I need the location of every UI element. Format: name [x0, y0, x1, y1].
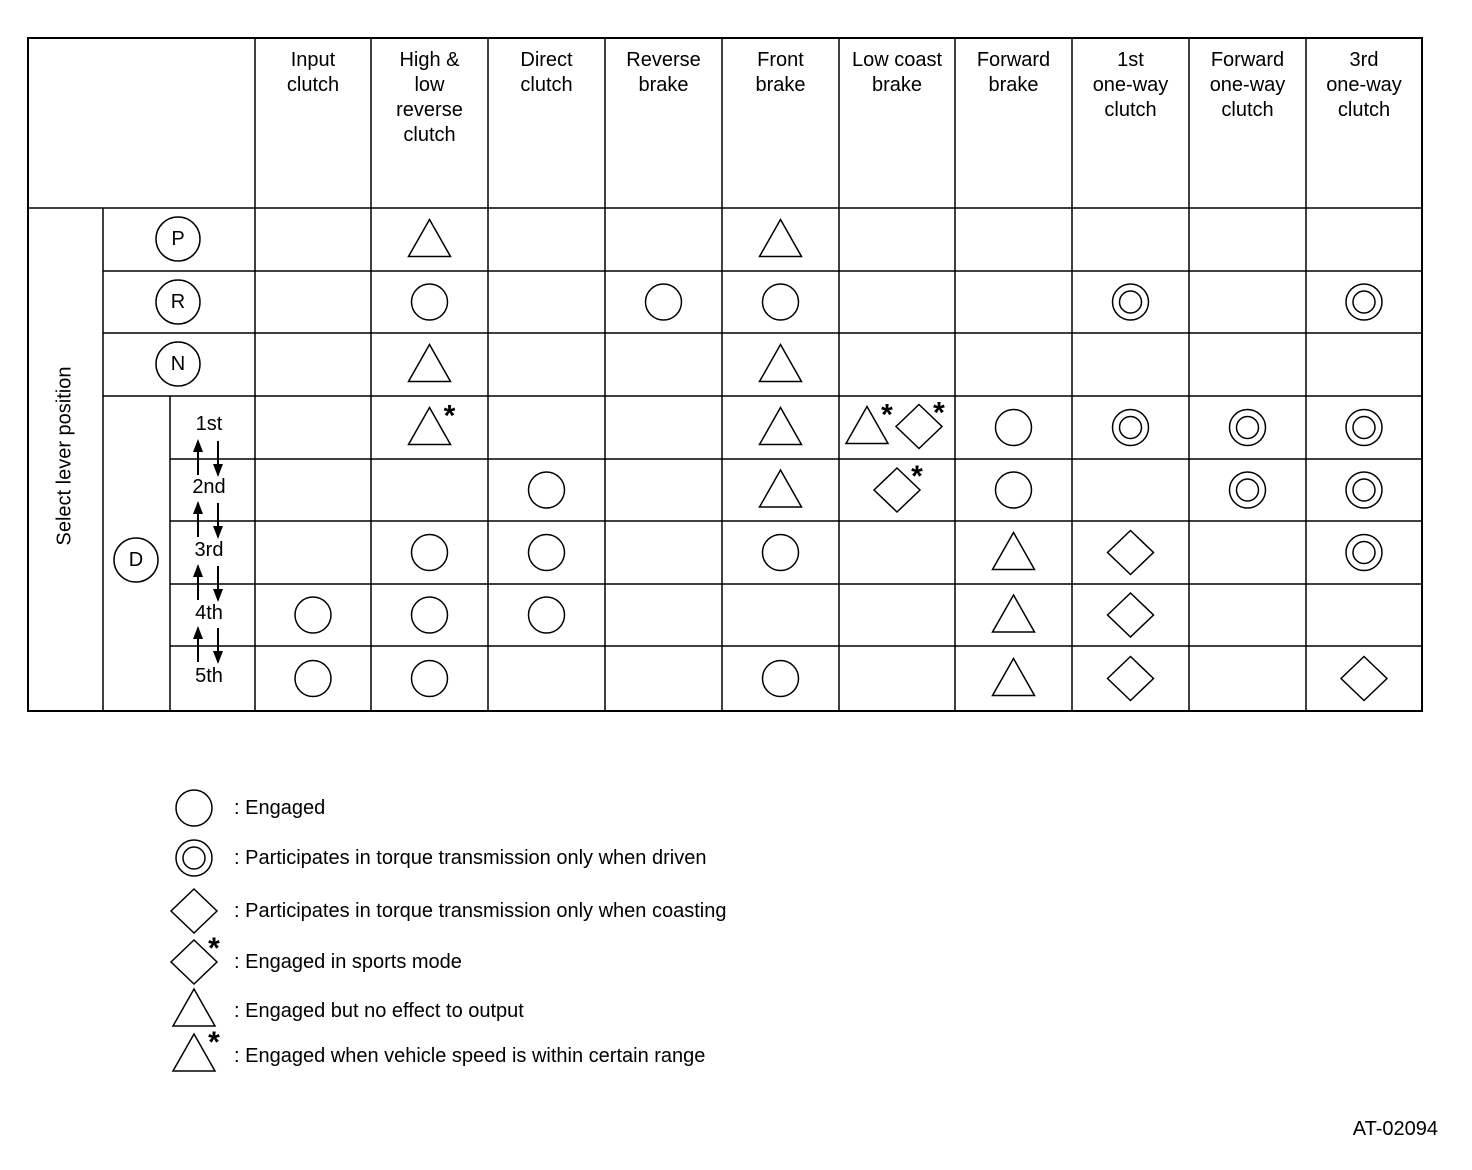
column-header: High & low reverse clutch: [396, 49, 463, 146]
select-lever-position-label: Select lever position: [53, 366, 76, 546]
legend-text: : Participates in torque transmission only when driven: [234, 847, 707, 869]
double-circle-symbol: [1230, 410, 1266, 446]
diamond-symbol: [1108, 657, 1154, 701]
legend-text: : Engaged: [234, 797, 326, 819]
circle-symbol: [295, 597, 331, 633]
diamond-symbol: [1108, 531, 1154, 575]
star-mark: *: [208, 932, 220, 965]
shift-up-arrow: [193, 439, 203, 475]
column-header: Front brake: [755, 49, 806, 96]
circle-symbol: [412, 284, 448, 320]
triangle-symbol: [993, 595, 1035, 632]
star-mark: *: [208, 1026, 220, 1059]
legend-text: : Engaged in sports mode: [234, 951, 462, 973]
gear-label: 5th: [195, 665, 223, 687]
gear-label: 3rd: [194, 539, 224, 561]
triangle-symbol: [760, 220, 802, 257]
star-mark: *: [881, 398, 893, 432]
star-mark: *: [911, 460, 923, 493]
double-circle-symbol: [1346, 535, 1382, 571]
circle-symbol: [646, 284, 682, 320]
column-header: Forward brake: [976, 49, 1051, 96]
legend-text: : Participates in torque transmission only when coasting: [234, 900, 727, 922]
shift-up-arrow: [193, 626, 203, 662]
diamond-symbol: [171, 889, 217, 933]
legend-text: : Engaged but no effect to output: [234, 1000, 524, 1022]
position-n-label: N: [170, 353, 186, 375]
gear-label: 4th: [195, 602, 223, 624]
circle-symbol: [176, 790, 212, 826]
position-d-label: D: [128, 549, 144, 571]
column-header: 1st one-way clutch: [1092, 49, 1169, 121]
double-circle-symbol: [1346, 410, 1382, 446]
triangle-symbol: [993, 533, 1035, 570]
legend-text: : Engaged when vehicle speed is within certain range: [234, 1045, 706, 1067]
circle-symbol: [529, 472, 565, 508]
circle-symbol: [529, 535, 565, 571]
triangle-symbol: [173, 989, 215, 1026]
circle-symbol: [412, 597, 448, 633]
double-circle-symbol: [176, 840, 212, 876]
double-circle-symbol: [1230, 472, 1266, 508]
circle-symbol: [996, 410, 1032, 446]
triangle-symbol: [760, 470, 802, 507]
circle-symbol: [996, 472, 1032, 508]
triangle-symbol: [409, 220, 451, 257]
triangle-symbol: [409, 345, 451, 382]
column-header: Reverse brake: [626, 49, 701, 96]
circle-symbol: [295, 661, 331, 697]
circle-symbol: [529, 597, 565, 633]
double-circle-symbol: [1346, 472, 1382, 508]
position-p-label: P: [171, 228, 185, 250]
table-border: [28, 38, 1422, 711]
triangle-symbol: [760, 345, 802, 382]
gear-label: 2nd: [192, 476, 226, 498]
column-header: 3rd one-way clutch: [1326, 49, 1402, 121]
double-circle-symbol: [1113, 410, 1149, 446]
circle-symbol: [763, 661, 799, 697]
position-r-label: R: [170, 291, 186, 313]
circle-symbol: [412, 661, 448, 697]
column-header: Input clutch: [286, 49, 340, 96]
double-circle-symbol: [1346, 284, 1382, 320]
gear-label: 1st: [195, 413, 223, 435]
diamond-symbol: [1108, 593, 1154, 637]
column-header: Direct clutch: [520, 49, 573, 96]
circle-symbol: [763, 284, 799, 320]
column-header: Low coast brake: [851, 49, 943, 96]
shift-up-arrow: [193, 564, 203, 600]
star-mark: *: [933, 396, 945, 430]
figure-id: AT-02094: [1352, 1118, 1438, 1140]
star-mark: *: [443, 399, 456, 433]
diamond-symbol: [1341, 657, 1387, 701]
triangle-symbol: [993, 659, 1035, 696]
double-circle-symbol: [1113, 284, 1149, 320]
circle-symbol: [763, 535, 799, 571]
circle-symbol: [412, 535, 448, 571]
triangle-symbol: [760, 408, 802, 445]
column-header: Forward one-way clutch: [1209, 49, 1286, 121]
shift-up-arrow: [193, 501, 203, 537]
